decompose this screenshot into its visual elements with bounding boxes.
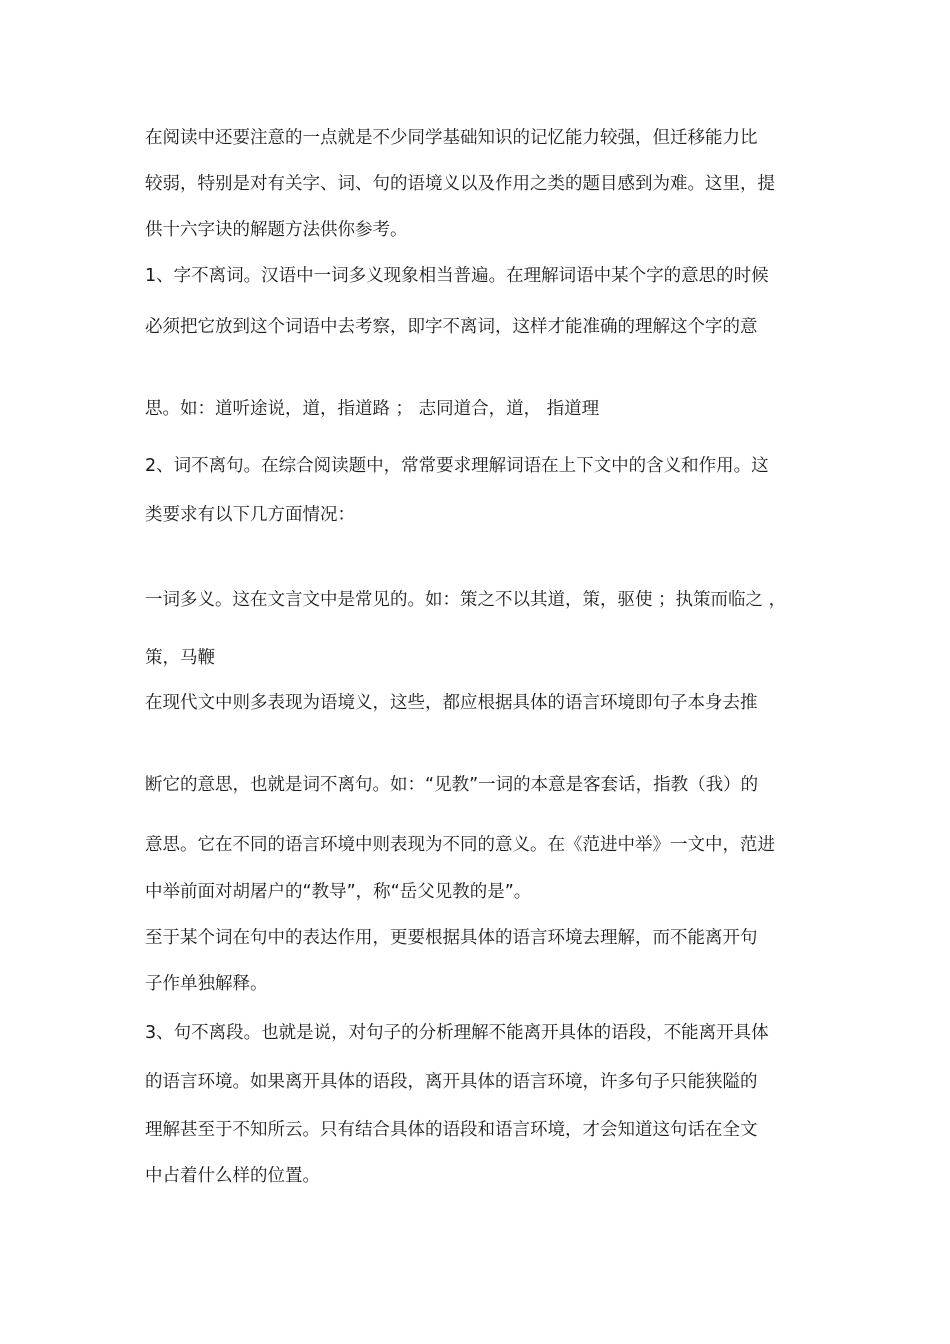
text-line-7: 2、词不离句。在综合阅读题中，常常要求理解词语在上下文中的含义和作用。这 <box>145 456 769 476</box>
text-line-20: 中占着什么样的位置。 <box>145 1166 320 1186</box>
text-line-10: 策，马鞭 <box>145 648 215 668</box>
text-line-1: 在阅读中还要注意的一点就是不少同学基础知识的记忆能力较强，但迁移能力比 <box>145 128 758 148</box>
text-line-18: 的语言环境。如果离开具体的语段，离开具体的语言环境，许多句子只能狭隘的 <box>145 1072 758 1092</box>
text-line-14: 中举前面对胡屠户的“教导”，称“岳父见教的是”。 <box>145 882 532 902</box>
text-line-16: 子作单独解释。 <box>145 974 268 994</box>
text-line-13: 意思。它在不同的语言环境中则表现为不同的意义。在《范进中举》一文中，范进 <box>145 835 775 855</box>
text-line-9: 一词多义。这在文言文中是常见的。如：策之不以其道，策，驱使 ；执策而临之 ， <box>145 590 787 610</box>
text-line-5: 必须把它放到这个词语中去考察，即字不离词，这样才能准确的理解这个字的意 <box>145 317 758 337</box>
text-line-17: 3、句不离段。也就是说，对句子的分析理解不能离开具体的语段，不能离开具体 <box>145 1023 769 1043</box>
text-line-11: 在现代文中则多表现为语境义，这些，都应根据具体的语言环境即句子本身去推 <box>145 693 758 713</box>
text-line-19: 理解甚至于不知所云。只有结合具体的语段和语言环境，才会知道这句话在全文 <box>145 1120 758 1140</box>
text-line-4: 1、字不离词。汉语中一词多义现象相当普遍。在理解词语中某个字的意思的时候 <box>145 266 769 286</box>
text-line-15: 至于某个词在句中的表达作用，更要根据具体的语言环境去理解，而不能离开句 <box>145 928 758 948</box>
text-line-6: 思。如：道听途说，道，指道路 ； 志同道合，道， 指道理 <box>145 399 600 419</box>
text-line-8: 类要求有以下几方面情况： <box>145 505 355 525</box>
text-line-2: 较弱，特别是对有关字、词、句的语境义以及作用之类的题目感到为难。这里，提 <box>145 174 775 194</box>
text-line-3: 供十六字诀的解题方法供你参考。 <box>145 220 408 240</box>
text-line-12: 断它的意思，也就是词不离句。如：“见教”一词的本意是客套话，指教（我）的 <box>145 775 759 795</box>
